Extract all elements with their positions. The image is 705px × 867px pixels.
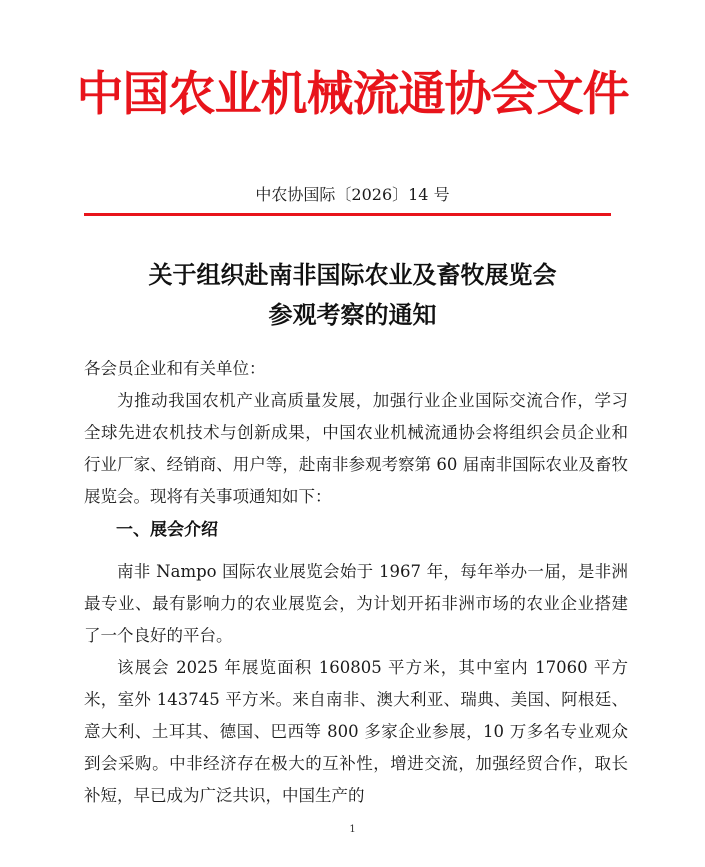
- document-number: 中农协国际〔2026〕14 号: [255, 185, 450, 204]
- salutation: 各会员企业和有关单位：: [84, 359, 266, 378]
- section-heading: 一、展会介绍: [116, 520, 218, 540]
- organization-header: 中国农业机械流通协会文件: [76, 67, 629, 122]
- title-line-1: 关于组织赴南非国际农业及畜牧展览会: [148, 260, 557, 289]
- notice-title: [0, 255, 705, 335]
- paragraph-intro: 为推动我国农机产业高质量发展，加强行业企业国际交流合作，学习全球先进农机技术与创新成果，中国农业机械流通协会将组织会员企业和行业厂家、经销商、用户等，赴南非参观考察第 60 届南非国际农业及畜牧展览会。现将有关事项通知如下：: [84, 391, 628, 506]
- title-line-2: 参观考察的通知: [268, 300, 437, 329]
- page-number: 1: [349, 824, 356, 835]
- red-divider-line: [84, 213, 611, 216]
- paragraph-exhibition-scale: 该展会 2025 年展览面积 160805 平方米，其中室内 17060 平方米，室外 143745 平方米。来自南非、澳大利亚、瑞典、美国、阿根廷、意大利、土耳其、德国、巴西等 800 多家企业参展，10 万多名专业观众到会采购。中非经济存在极大的互补性，增进交流，加强经贸合作，取长补短，早已成为广泛共识，中国生产的: [84, 658, 628, 805]
- paragraph-exhibition-history: 南非 Nampo 国际农业展览会始于 1967 年，每年举办一届，是非洲最专业、最有影响力的农业展览会，为计划开拓非洲市场的农业企业搭建了一个良好的平台。: [84, 562, 628, 645]
